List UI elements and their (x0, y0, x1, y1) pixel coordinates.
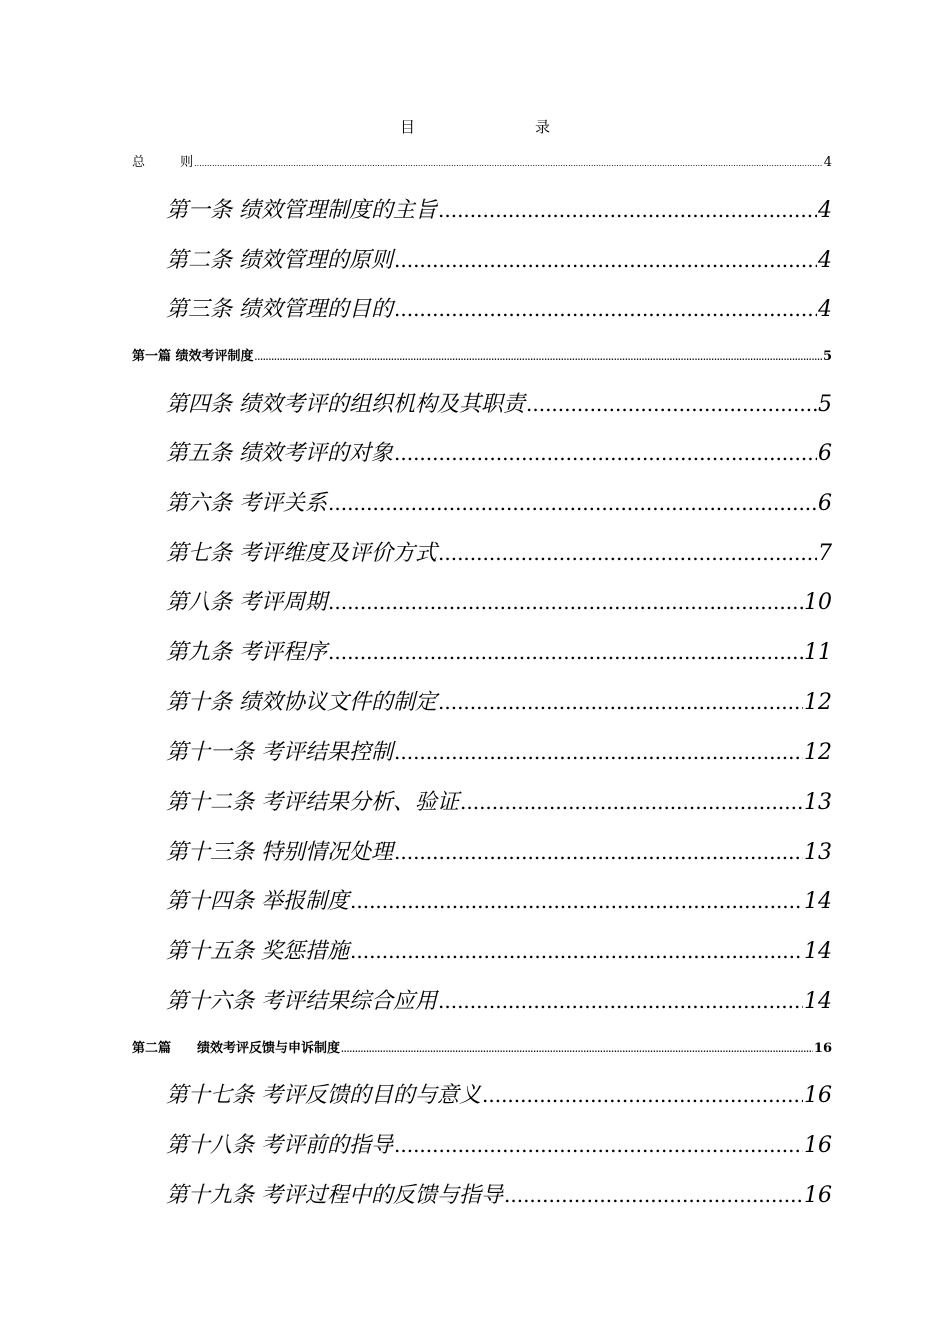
toc-entry-page: 16 (813, 1041, 832, 1056)
toc-entry-article-10[interactable] (166, 685, 832, 716)
toc-entry-article-15[interactable] (166, 934, 832, 965)
toc-entry-label: 第十九条 考评过程中的反馈与指导 (166, 1183, 503, 1208)
toc-leader-dots (350, 939, 803, 963)
toc-leader-dots (394, 1133, 803, 1157)
toc-entry-article-13[interactable] (166, 835, 832, 866)
toc-entry-page: 4 (818, 198, 832, 223)
toc-leader-dots (350, 889, 803, 913)
toc-leader-dots (526, 392, 817, 416)
toc-entry-part-1[interactable] (132, 345, 832, 364)
toc-leader-dots (394, 840, 803, 864)
toc-entry-label: 第三条 绩效管理的目的 (166, 297, 393, 322)
toc-entry-article-5[interactable] (166, 436, 832, 467)
toc-leader-dots (341, 1044, 813, 1054)
toc-entry-page: 5 (822, 349, 832, 364)
toc-entry-article-3[interactable] (166, 292, 832, 323)
toc-entry-article-16[interactable] (166, 984, 832, 1015)
toc-entry-article-14[interactable] (166, 884, 832, 915)
toc-entry-page: 13 (804, 790, 832, 815)
toc-entry-page: 16 (804, 1133, 832, 1158)
toc-entry-label: 第七条 考评维度及评价方式 (166, 541, 437, 566)
toc-entry-label: 第十八条 考评前的指导 (166, 1133, 393, 1158)
toc-entry-article-17[interactable] (166, 1078, 832, 1109)
toc-entry-article-12[interactable] (166, 785, 832, 816)
toc-entry-label: 第五条 绩效考评的对象 (166, 441, 393, 466)
toc-entry-label: 第十条 绩效协议文件的制定 (166, 690, 437, 715)
toc-entry-part-2[interactable] (132, 1037, 832, 1056)
toc-leader-dots (255, 352, 822, 362)
toc-entry-page: 12 (804, 690, 832, 715)
toc-entry-article-2[interactable] (166, 243, 832, 274)
toc-entry-article-8[interactable] (166, 585, 832, 616)
toc-entry-page: 6 (818, 491, 832, 516)
toc-entry-page: 7 (818, 541, 832, 566)
toc-entry-label: 第九条 考评程序 (166, 640, 327, 665)
toc-entry-label: 第四条 绩效考评的组织机构及其职责 (166, 392, 525, 417)
toc-leader-dots (438, 690, 803, 714)
toc-entry-label: 第十七条 考评反馈的目的与意义 (166, 1083, 481, 1108)
toc-entry-page: 16 (804, 1083, 832, 1108)
toc-leader-dots (504, 1183, 803, 1207)
toc-leader-dots (482, 1083, 803, 1107)
toc-leader-dots (328, 590, 803, 614)
toc-title: 目 录 (399, 118, 580, 136)
toc-entry-page: 14 (804, 939, 832, 964)
toc-leader-dots (438, 198, 817, 222)
toc-entry-article-11[interactable] (166, 735, 832, 766)
toc-entry-general-principles[interactable] (132, 151, 832, 170)
toc-entry-label: 总 则 (132, 155, 194, 170)
toc-entry-article-6[interactable] (166, 486, 832, 517)
toc-leader-dots (460, 790, 803, 814)
toc-entry-label: 第一条 绩效管理制度的主旨 (166, 198, 437, 223)
toc-leader-dots (438, 541, 817, 565)
toc-entry-page: 4 (818, 248, 832, 273)
toc-leader-dots (328, 640, 803, 664)
toc-entry-article-19[interactable] (166, 1178, 832, 1209)
toc-entry-page: 10 (804, 590, 832, 615)
toc-entry-label: 第二条 绩效管理的原则 (166, 248, 393, 273)
toc-entry-page: 4 (818, 297, 832, 322)
toc-entry-page: 6 (818, 441, 832, 466)
toc-entry-label: 第十一条 考评结果控制 (166, 740, 393, 765)
toc-entry-page: 16 (804, 1183, 832, 1208)
toc-leader-dots (394, 248, 817, 272)
toc-entry-label: 第二篇 绩效考评反馈与申诉制度 (132, 1041, 341, 1056)
toc-leader-dots (328, 491, 817, 515)
toc-entry-article-7[interactable] (166, 536, 832, 567)
toc-entry-label: 第一篇 绩效考评制度 (132, 349, 254, 364)
toc-entry-label: 第十五条 奖惩措施 (166, 939, 349, 964)
toc-entry-article-4[interactable] (166, 387, 832, 418)
toc-entry-article-18[interactable] (166, 1128, 832, 1159)
toc-leader-dots (394, 297, 817, 321)
toc-entry-page: 14 (804, 989, 832, 1014)
toc-entry-page: 4 (823, 155, 832, 170)
toc-entry-page: 13 (804, 840, 832, 865)
toc-entry-label: 第六条 考评关系 (166, 491, 327, 516)
toc-entry-label: 第十四条 举报制度 (166, 889, 349, 914)
toc-entry-label: 第十二条 考评结果分析、验证 (166, 790, 459, 815)
toc-entry-page: 14 (804, 889, 832, 914)
toc-entry-page: 5 (818, 392, 832, 417)
toc-leader-dots (394, 441, 817, 465)
toc-entry-article-1[interactable] (166, 193, 832, 224)
toc-entry-article-9[interactable] (166, 635, 832, 666)
toc-entry-label: 第八条 考评周期 (166, 590, 327, 615)
toc-leader-dots (194, 159, 823, 168)
toc-entry-page: 11 (804, 640, 832, 665)
toc-leader-dots (438, 989, 803, 1013)
toc-entry-page: 12 (804, 740, 832, 765)
toc-entry-label: 第十六条 考评结果综合应用 (166, 989, 437, 1014)
toc-entry-label: 第十三条 特别情况处理 (166, 840, 393, 865)
toc-leader-dots (394, 740, 803, 764)
